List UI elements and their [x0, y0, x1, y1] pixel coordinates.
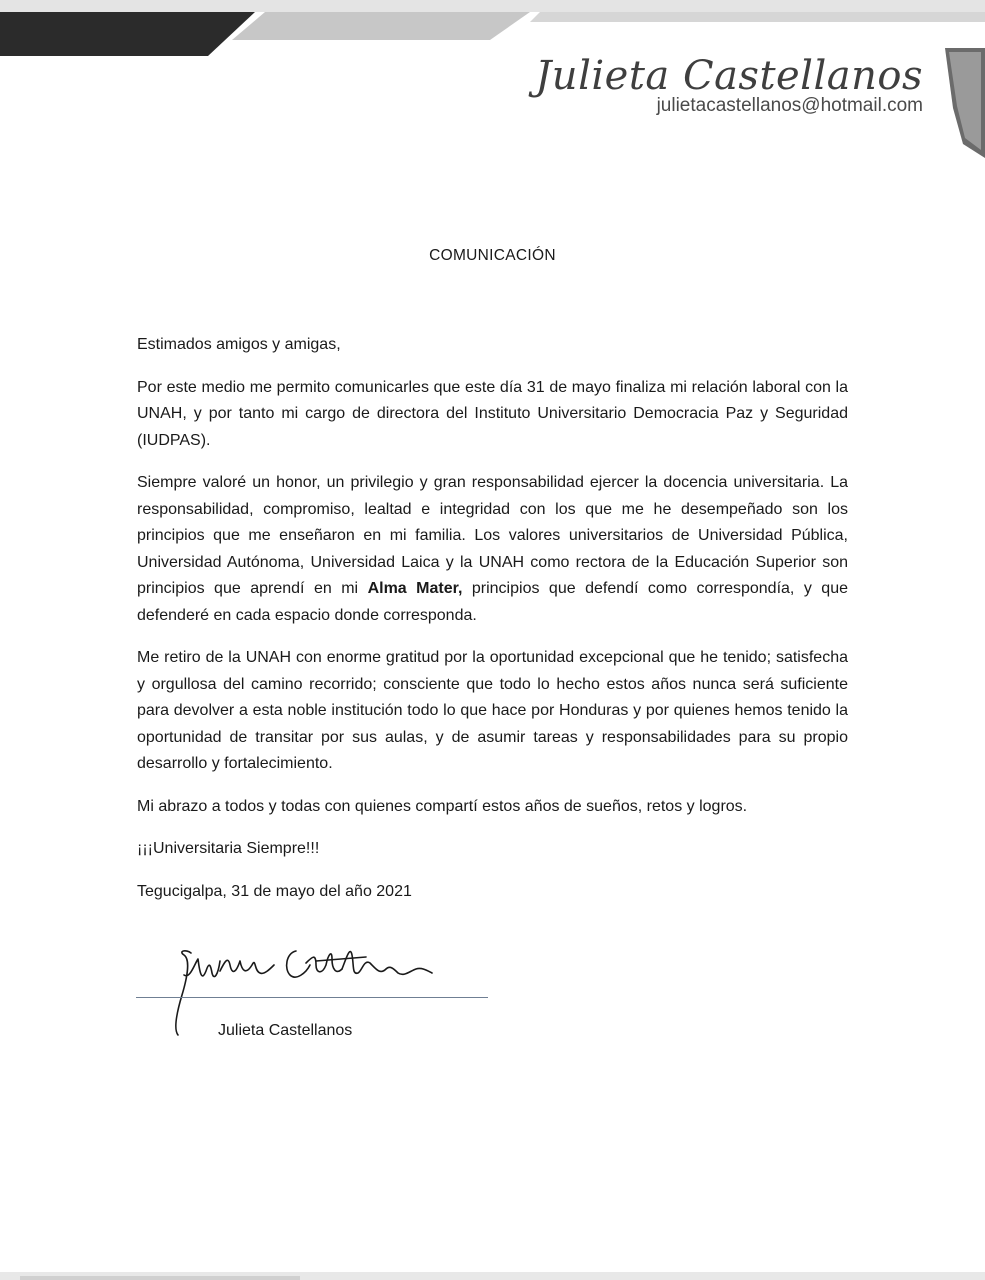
closing-motto: ¡¡¡Universitaria Siempre!!!: [137, 840, 320, 857]
letterhead-name: Julieta Castellanos: [535, 53, 923, 99]
paragraph-4: Mi abrazo a todos y todas con quienes compartí estos años de sueños, retos y logros.: [137, 797, 748, 815]
signer-name: Julieta Castellanos: [218, 1022, 353, 1039]
paragraph-2-end: principios que defendí como correspondía, y que defenderé en cada espacio donde corresponda.: [137, 580, 848, 624]
document-title: COMUNICACIÓN: [429, 247, 556, 264]
place-date: Tegucigalpa, 31 de mayo del año 2021: [137, 882, 412, 900]
paragraph-2-start: Siempre valoré un honor, un privilegio y gran responsabilidad ejercer la docencia universitaria. La responsabilidad, compromiso, lealtad e integridad con los que me he desempeñado son los principios que me enseñaron en mi familia. Los valores universitarios de Universidad Pública, Universidad Autónoma, Universidad Laica y la UNAH como rectora de la Educación Superior son principios que aprendí en mi: [137, 474, 848, 597]
paragraph-2-bold: Alma Mater,: [367, 580, 463, 597]
header-decorative-bar: [0, 0, 985, 60]
side-decorative-tab: [945, 48, 985, 158]
paragraph-3: Me retiro de la UNAH con enorme gratitud por la oportunidad excepcional que he tenido; satisfecha y orgullosa del camino recorrido; consciente que todo lo hecho estos años nunca será suficiente para devolver a esta noble institución todo lo que hace por Honduras y por quienes hemos tenido la oportunidad de transitar por sus aulas, y de asumir tareas y responsabilidades para su propio desarrollo y fortalecimiento.: [137, 649, 848, 772]
paragraph-2: [137, 470, 848, 629]
greeting: Estimados amigos y amigas,: [137, 336, 341, 353]
letter-body: [137, 332, 848, 921]
letterhead: [535, 52, 923, 116]
signature-block: [136, 935, 496, 1045]
footer-decorative-bar: [0, 1266, 985, 1280]
letterhead-email: julietacastellanos@hotmail.com: [656, 95, 923, 116]
signature-line: [136, 997, 488, 998]
paragraph-1: Por este medio me permito comunicarles que este día 31 de mayo finaliza mi relación laboral con la UNAH, y por tanto mi cargo de directora del Instituto Universitario Democracia Paz y Seguridad (IUDPAS).: [137, 378, 848, 449]
